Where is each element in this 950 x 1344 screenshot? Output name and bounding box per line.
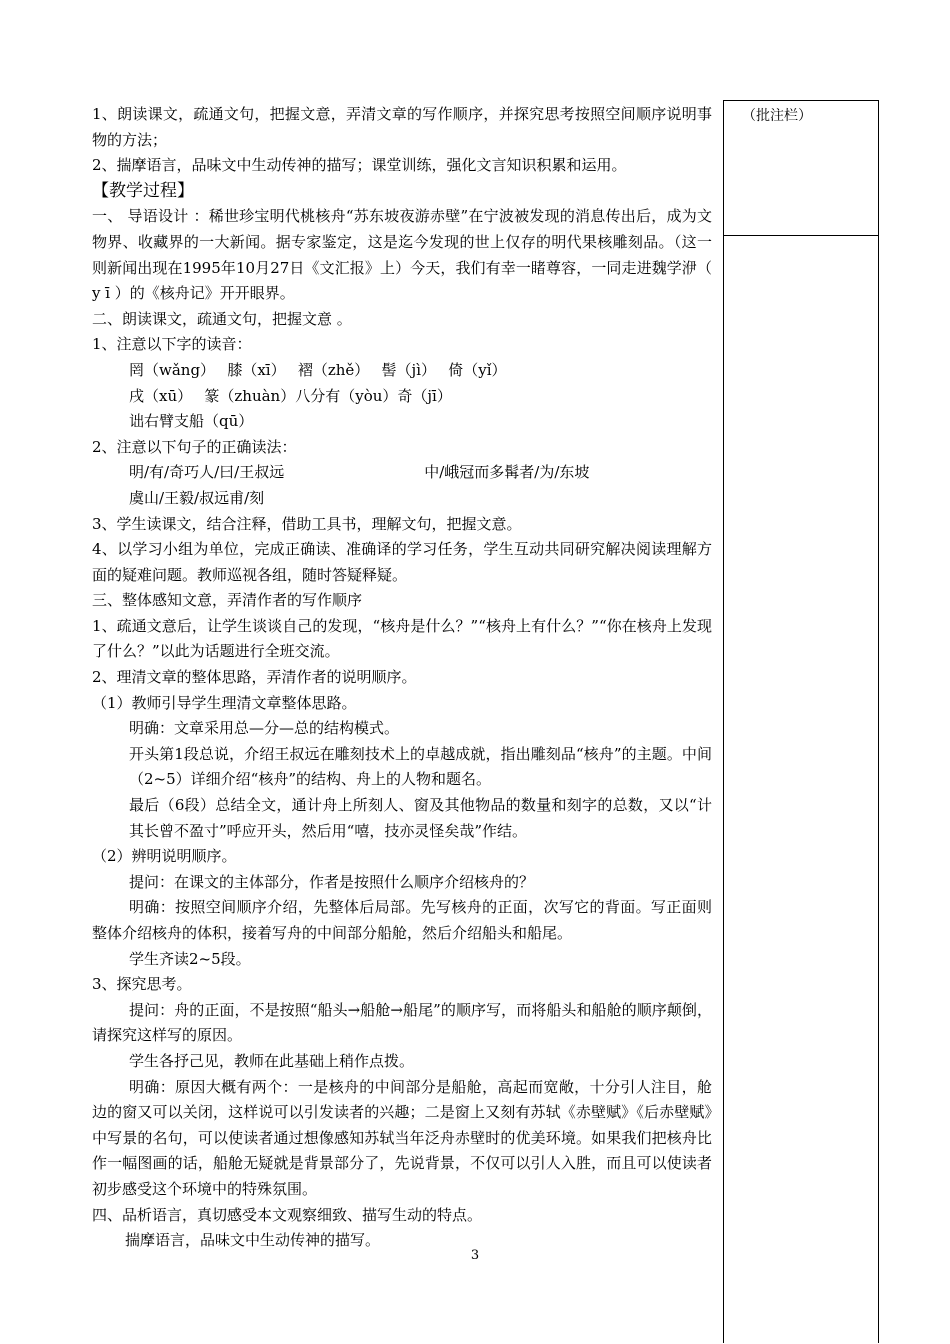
question-1: 提问：在课文的主体部分，作者是按照什么顺序介绍核舟的？ bbox=[129, 872, 535, 891]
lesson-body bbox=[92, 102, 712, 1254]
section-3-item-1: 1、疏通文意后，让学生谈谈自己的发现，“核舟是什么？”“核舟上有什么？”“你在核舟上发现了什么？”以此为话题进行全班交流。 bbox=[92, 616, 712, 661]
page-number: 3 bbox=[470, 1248, 480, 1263]
section-3-title: 三、整体感知文意，弄清作者的写作顺序 bbox=[92, 591, 363, 610]
reading-line-1 bbox=[92, 460, 712, 486]
section-3-sub-1: （1）教师引导学生理清文章整体思路。 bbox=[92, 693, 357, 712]
section-1: 一、 导语设计 ：稀世珍宝明代桃核舟“苏东坡夜游赤壁”在宁波被发现的消息传出后，成为文物界、收藏界的一大新闻。据专家鉴定，这是迄今发现的世上仅存的明代果核雕刻品。（这一则新闻出现在1995年10月27日《文汇报》上）今天，我们有幸一睹尊容，一同走进魏学洢（ y ī ）的《核舟记》开开眼界。 bbox=[92, 207, 712, 303]
goal-1: 1、朗读课文，疏通文句，把握文意，弄清文章的写作顺序，并探究思考按照空间顺序说明事物的方法； bbox=[92, 105, 712, 149]
question-2: 提问：舟的正面，不是按照“船头→船舱→船尾”的顺序写，而将船头和船舱的顺序颠倒，请探究这样写的原因。 bbox=[92, 1000, 712, 1045]
section-4-title: 四、品析语言，真切感受本文观察细致、描写生动的特点。 bbox=[92, 1205, 483, 1224]
annotation-label: （批注栏） bbox=[742, 108, 812, 124]
discussion-note: 学生各抒己见，教师在此基础上稍作点拨。 bbox=[129, 1051, 415, 1070]
answer-1: 明确：按照空间顺序介绍，先整体后局部。先写核舟的正面，次写它的背面。写正面则整体介绍核舟的体积，接着写舟的中间部分船舱，然后介绍船头和船尾。 bbox=[92, 898, 712, 942]
answer-2: 明确：原因大概有两个：一是核舟的中间部分是船舱，高起而宽敞，十分引人注目，舱边的窗又可以关闭，这样说可以引发读者的兴趣；二是窗上又刻有苏轼《赤壁赋》《后赤壁赋》中写景的名句，可以使读者通过想像感知苏轼当年泛舟赤壁时的优美环境。如果我们把核舟比作一幅图画的话，船舱无疑就是背景部分了，先说背景，不仅可以引人入胜，而且可以使读者初步感受这个环境中的特殊氛围。 bbox=[92, 1077, 712, 1198]
section-2-title: 二、朗读课文，疏通文句，把握文意 。 bbox=[92, 309, 352, 328]
section-3-sub-2: （2）辨明说明顺序。 bbox=[92, 847, 237, 866]
section-3-item-3: 3、探究思考。 bbox=[92, 975, 192, 994]
clarify-3: 最后（6段）总结全文，通计舟上所刻人、窗及其他物品的数量和刻字的总数，又以“计其长曾不盈寸”呼应开头，然后用“嘻，技亦灵怪矣哉”作结。 bbox=[129, 796, 712, 840]
annotation-header-cell bbox=[724, 101, 878, 236]
pronunciation-line-2: 戌（xū） 篆（zhuàn）八分有（yòu）奇（jī） bbox=[129, 386, 452, 405]
pronunciation-line-1: 罔（wǎng） 膝（xī） 褶（zhě） 髻（jì） 倚（yǐ） bbox=[129, 360, 507, 379]
reading-line-1b: 中/峨冠而多髯者/为/东坡 bbox=[424, 463, 590, 482]
clarify-2: 开头第1段总说，介绍王叔远在雕刻技术上的卓越成就，指出雕刻品“核舟”的主题。中间（2~5）详细介绍“核舟”的结构、舟上的人物和题名。 bbox=[129, 744, 712, 789]
annotation-column bbox=[723, 100, 879, 1343]
section-2-item-1: 1、注意以下字的读音： bbox=[92, 335, 252, 354]
reading-line-2: 虞山/王毅/叔远甫/刻 bbox=[129, 488, 265, 507]
reading-line-1a: 明/有/奇巧人/曰/王叔远 bbox=[129, 463, 285, 482]
clarify-1: 明确：文章采用总—分—总的结构模式。 bbox=[129, 719, 400, 738]
goal-2: 2、揣摩语言，品味文中生动传神的描写；课堂训练，强化文言知识积累和运用。 bbox=[92, 156, 627, 175]
section-2-item-2: 2、注意以下句子的正确读法： bbox=[92, 437, 297, 456]
pronunciation-line-3: 诎右臂支船（qū） bbox=[129, 412, 254, 431]
section-heading: 【教学过程】 bbox=[92, 180, 194, 201]
section-2-item-4: 4、以学习小组为单位，完成正确读、准确译的学习任务，学生互动共同研究解决阅读理解方面的疑难问题。教师巡视各组，随时答疑释疑。 bbox=[92, 540, 712, 584]
section-2-item-3: 3、学生读课文，结合注释，借助工具书，理解文句，把握文意。 bbox=[92, 514, 522, 533]
reading-task: 学生齐读2~5段。 bbox=[129, 949, 251, 968]
section-4-item: 揣摩语言，品味文中生动传神的描写。 bbox=[125, 1231, 381, 1250]
section-3-item-2: 2、理清文章的整体思路，弄清作者的说明顺序。 bbox=[92, 668, 417, 687]
